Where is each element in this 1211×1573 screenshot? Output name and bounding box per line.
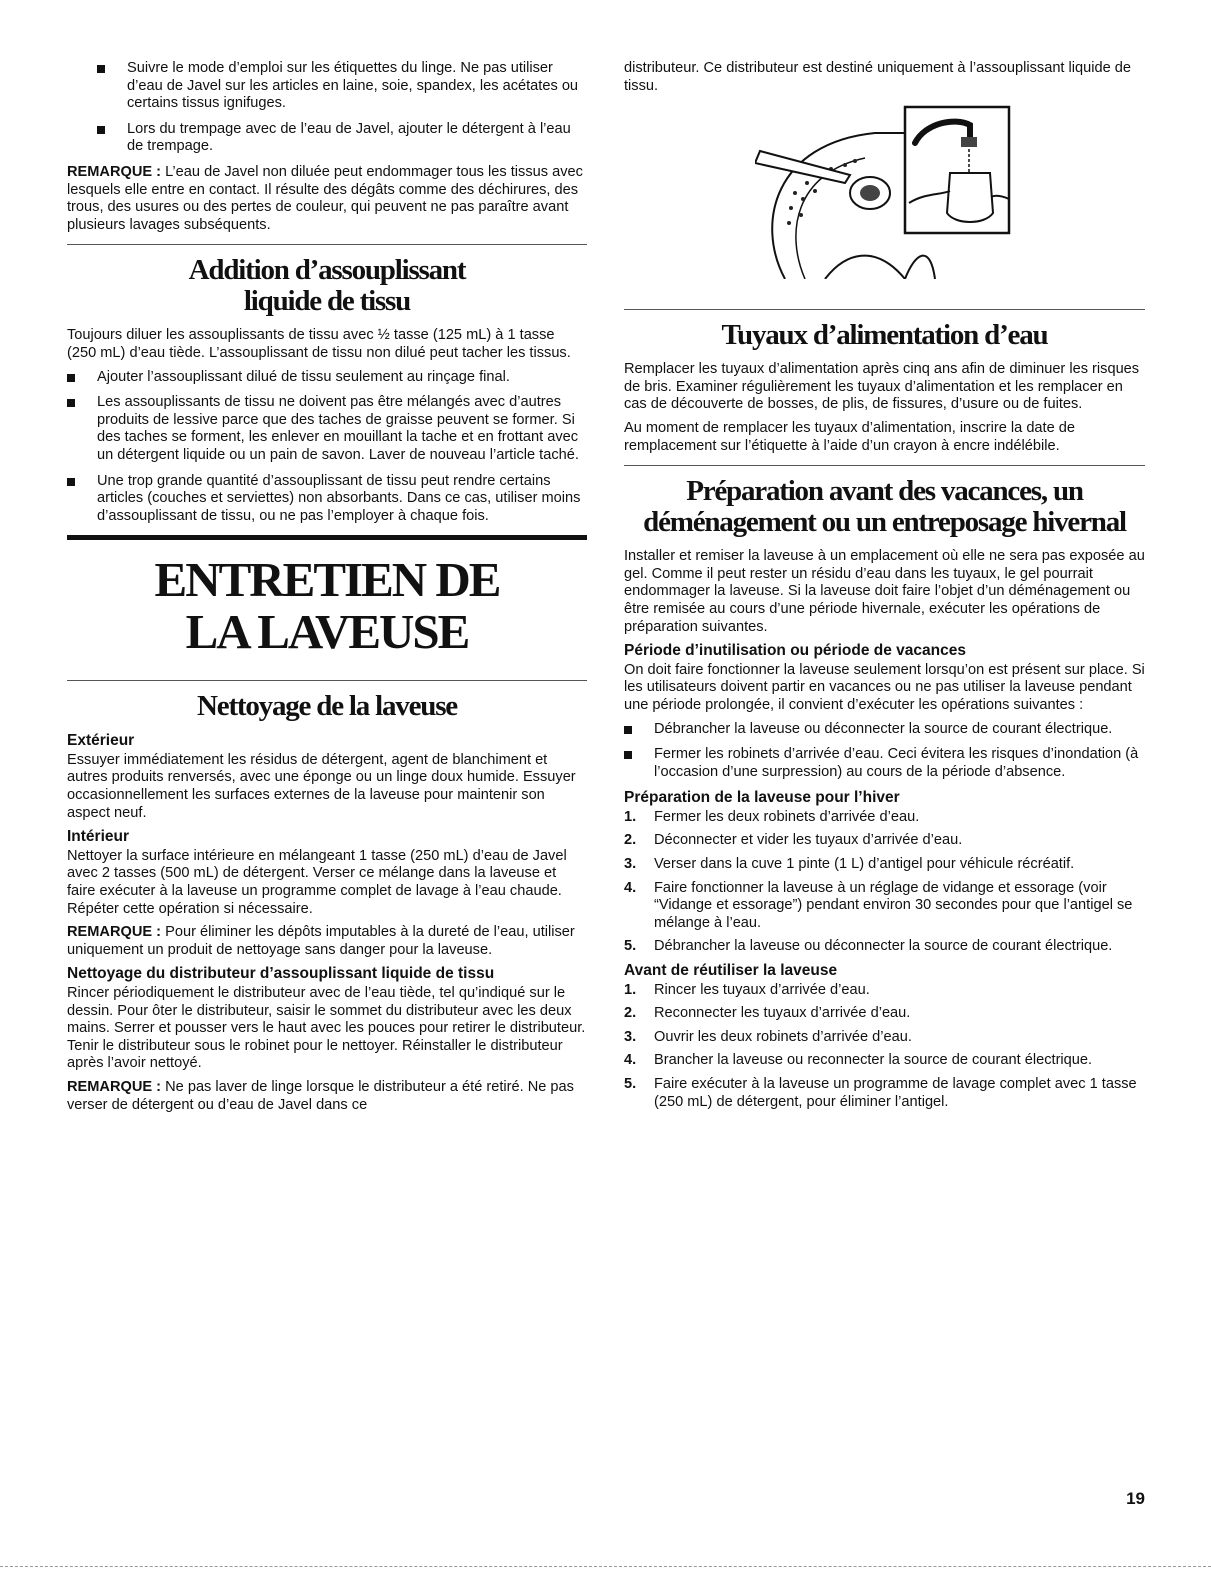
dispenser-note [67,1079,587,1114]
step-text: Rincer les tuyaux d’arrivée d’eau. [654,981,870,998]
step-number: 3. [624,1028,637,1045]
right-column [624,60,1145,1117]
chapter-divider [67,535,587,540]
nonuse-heading: Période d’inutilisation ou période de vacances [624,642,966,660]
chapter-title: ENTRETIEN DE LA LAVEUSE [154,552,500,660]
interior-text: Nettoyer la surface intérieure en mélangeant 1 tasse (250 mL) d’eau de Javel avec 2 tasses (500 mL) de détergent. Verser ce mélange dans la laveuse et faire exécuter à la laveuse un programme complet de lavage à l’eau chaude. Répéter cette opération si nécessaire. [67,847,567,917]
exterior-text: Essuyer immédiatement les résidus de détergent, agent de blanchiment et autres produits renversés, avec une éponge ou un linge doux humide. Essuyer occasionnellement les surfaces externes de la laveuse pour maintenir son aspect neuf. [67,751,576,821]
nonuse-bullet-list [624,721,1145,782]
section-divider [624,309,1145,310]
step-text: Faire exécuter à la laveuse un programme de lavage complet avec 1 tasse (250 mL) de détergent, pour éliminer l’antigel. [654,1076,1137,1110]
step-text: Débrancher la laveuse ou déconnecter la source de courant électrique. [654,938,1113,955]
hoses-paragraph: Remplacer les tuyaux d’alimentation après cinq ans afin de diminuer les risques de bris. Examiner régulièrement les tuyaux d’alimentation et les remplacer en cas de découverte de bosses, de plis, de fissures, d’usure ou de fuites. [624,361,1140,413]
list-item: Fermer les robinets d’arrivée d’eau. Ceci évitera les risques d’inondation (à l’occasion d’une surpression) au cours de la période d’absence. [624,746,1145,781]
continued-text: distributeur. Ce distributeur est destiné uniquement à l’assouplissant liquide de tissu. [624,60,1132,94]
step-text: Faire fonctionner la laveuse à un réglage de vidange et essorage (voir “Vidange et essorage”) pendant environ 30 secondes pour que l’antigel se mélange à l’eau. [654,879,1133,931]
step-number: 4. [624,1052,637,1069]
step-text: Brancher la laveuse ou reconnecter la source de courant électrique. [654,1052,1093,1069]
step-text: Fermer les deux robinets d’arrivée d’eau. [654,808,920,825]
section-divider [67,680,587,681]
exterior-heading: Extérieur [67,732,135,750]
step-number: 3. [624,856,637,873]
step-text: Ouvrir les deux robinets d’arrivée d’eau. [654,1028,912,1045]
step-number: 4. [624,879,637,896]
list-item [624,832,1145,850]
intro-note [67,164,587,234]
softener-bullet-list [67,369,587,526]
left-column [67,60,587,1120]
list-item: Débrancher la laveuse ou déconnecter la source de courant électrique. [624,721,1145,739]
note-text: L’eau de Javel non diluée peut endommager tous les tissus avec lesquels elle entre en contact. Il résulte des dégâts comme des déchirures, des trous, des usures ou des pertes de couleur, qui peuvent ne pas paraître avant plusieurs lavages subséquents. [67,163,583,233]
list-item: Ajouter l’assouplissant dilué de tissu seulement au rinçage final. [67,369,587,387]
list-item [624,856,1145,874]
step-number: 2. [624,1005,637,1022]
vacation-section-title: Préparation avant des vacances, un déménagement ou un entreposage hivernal [643,475,1126,539]
section-divider [67,244,587,245]
note-label: REMARQUE : [67,1078,162,1095]
softener-intro: Toujours diluer les assouplissants de tissu avec ½ tasse (125 mL) à 1 tasse (250 mL) d’eau tiède. L’assouplissant de tissu non dilué peut tacher les tissus. [67,327,571,361]
step-number: 2. [624,832,637,849]
hoses-paragraph: Au moment de remplacer les tuyaux d’alimentation, inscrire la date de remplacement sur l’étiquette à l’aide d’un crayon à encre indélébile. [624,419,1076,454]
hoses-section-title: Tuyaux d’alimentation d’eau [721,319,1048,352]
note-text: Pour éliminer les dépôts imputables à la dureté de l’eau, utiliser uniquement un produit de nettoyage sans danger pour la laveuse. [67,924,575,958]
page-edge-divider [0,1566,1211,1567]
cleaning-section-title: Nettoyage de la laveuse [197,690,457,723]
list-item: Les assouplissants de tissu ne doivent pas être mélangés avec d’autres produits de lessive parce que des taches de graisse peuvent se former. Si des taches se forment, les enlever en mouillant la tache et en frottant avec un détergent liquide ou un pain de savon. Laver de nouveau l’article taché. [67,394,587,464]
list-item: Une trop grande quantité d’assouplissant de tissu peut rendre certains articles (couches et serviettes) non absorbants. Dans ce cas, utiliser moins d’assouplissant de tissu, ou ne pas l’employer à chaque fois. [67,473,587,526]
note-text: Ne pas laver de linge lorsque le distributeur a été retiré. Ne pas verser de détergent ou d’eau de Javel dans ce [67,1078,574,1113]
note-label: REMARQUE : [67,924,162,941]
list-item [624,1052,1145,1070]
dispenser-text: Rincer périodiquement le distributeur avec de l’eau tiède, tel qu’indiqué sur le dessin. Pour ôter le distributeur, saisir le sommet du distributeur avec les deux mains. Serrer et pousser vers le haut avec les pouces pour retirer le distributeur. Tenir le distributeur sous le robinet pour le nettoyer. Réinstaller le distributeur après l’avoir nettoyé. [67,985,586,1072]
winter-heading: Préparation de la laveuse pour l’hiver [624,789,900,807]
step-number: 5. [624,938,637,955]
softener-section-title: Addition d’assouplissant liquide de tissu [188,254,466,318]
list-item [624,1005,1145,1023]
step-text: Verser dans la cuve 1 pinte (1 L) d’antigel pour véhicule récréatif. [654,856,1075,873]
dispenser-heading: Nettoyage du distributeur d’assouplissant liquide de tissu [67,965,495,983]
list-item [624,982,1145,1000]
section-divider [624,465,1145,466]
dispenser-rinsing-illustration [755,103,1015,279]
step-number: 5. [624,1076,637,1092]
winter-steps-list [624,809,1145,956]
vacation-intro: Installer et remiser la laveuse à un emplacement où elle ne sera pas exposée au gel. Comme il peut rester un résidu d’eau dans les tuyaux, le gel pourrait endommager la laveuse. Si la laveuse doit faire l’objet d’un déménagement ou être remisée au cours d’une période hivernale, exécuter les opérations de préparation suivantes. [624,548,1145,635]
note-label: REMARQUE : [67,163,162,180]
step-number: 1. [624,981,637,998]
intro-bullet-list [67,60,587,156]
list-item [624,880,1145,933]
interior-note [67,924,587,959]
list-item: Suivre le mode d’emploi sur les étiquettes du linge. Ne pas utiliser d’eau de Javel sur les articles en laine, soie, spandex, les acétates ou certains tissus ignifuges. [97,60,587,113]
step-text: Déconnecter et vider les tuyaux d’arrivée d’eau. [654,832,963,849]
interior-heading: Intérieur [67,828,130,846]
list-item [624,1029,1145,1047]
step-number: 1. [624,808,637,825]
list-item [624,938,1145,956]
list-item [624,809,1145,827]
list-item: Lors du trempage avec de l’eau de Javel, ajouter le détergent à l’eau de trempage. [97,121,587,156]
reuse-steps-list [624,982,1145,1112]
step-text: Reconnecter les tuyaux d’arrivée d’eau. [654,1005,911,1022]
nonuse-text: On doit faire fonctionner la laveuse seulement lorsqu’on est présent sur place. Si les utilisateurs doivent partir en vacances ou ne pas utiliser la laveuse pendant une période prolongée, il convient d’exécuter les opérations suivantes : [624,661,1145,713]
list-item [624,1076,1145,1111]
reuse-heading: Avant de réutiliser la laveuse [624,962,838,980]
page-number: 19 [1126,1489,1145,1508]
